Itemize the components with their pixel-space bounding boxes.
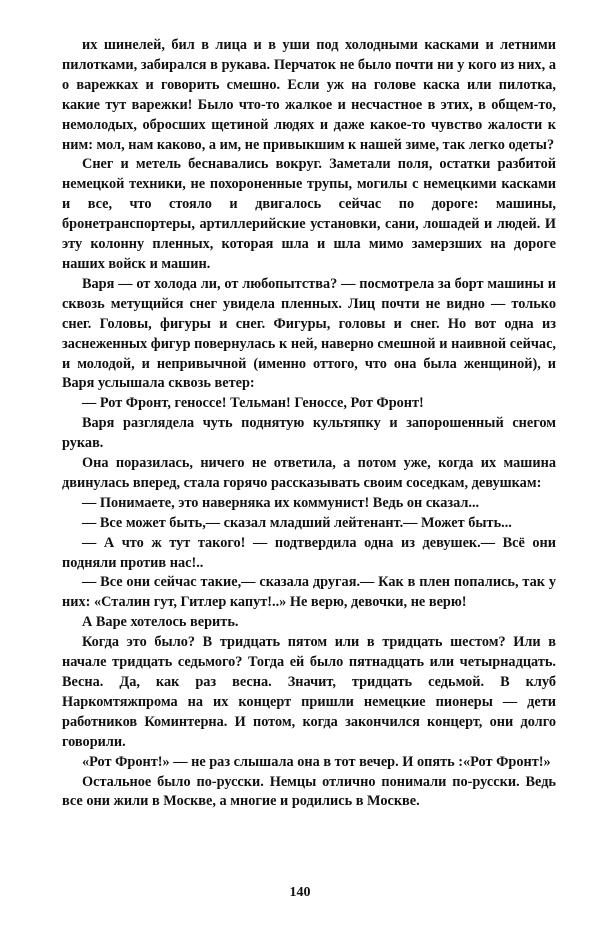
paragraph: Когда это было? В тридцать пятом или в тридцать шестом? Или в начале тридцать седьмого? Тогда ей было пятнадцать или четырнадцать. Весна. Да, как раз весна. Значит, тридцать седьмой. В клуб Наркомтяжпрома на их концерт пришли немецкие пионеры — дети работников Коминтерна. И потом, когда закончился концерт, они долго говорили. xyxy=(62,634,556,750)
paragraph: Остальное было по-русски. Немцы отлично понимали по-русски. Ведь все они жили в Москве, а многие и родились в Москве. xyxy=(62,773,556,810)
paragraph: — Рот Фронт, геноссе! Тельман! Геноссе, Рот Фронт! xyxy=(82,395,424,412)
paragraph: — Все они сейчас такие,— сказала другая.— Как в плен попались, так у них: «Сталин гут, Гитлер капут!..» Не верю, девочки, не верю! xyxy=(62,574,556,611)
paragraph: — Все может быть,— сказал младший лейтенант.— Может быть... xyxy=(82,514,512,531)
paragraph: А Варе хотелось верить. xyxy=(82,614,239,631)
page-number: 140 xyxy=(289,885,311,900)
paragraph: Она поразилась, ничего не ответила, а потом уже, когда их машина двинулась вперед, стала горячо рассказывать своим соседкам, девушкам: xyxy=(62,455,556,491)
paragraph: «Рот Фронт!» — не раз слышала она в тот вечер. И опять :«Рот Фронт!» xyxy=(82,753,551,770)
paragraph: их шинелей, бил в лица и в уши под холодными касками и летними пилотками, забирался в рукава. Перчаток не было почти ни у кого из них, а о варежках и говорить смешно. Если уж на голове каска или пилотка, какие тут варежки! Было что-то жалкое и несчастное в этих, в общем-то, немолодых, обросших щетиной людях и даже какое-то чувство жалости к ним: мол, нам каково, а им, не привыкшим к нашей зиме, так легко одеты? xyxy=(62,37,556,153)
body-text xyxy=(62,36,556,812)
paragraph: — Понимаете, это наверняка их коммунист! Ведь он сказал... xyxy=(82,494,480,511)
paragraph: Снег и метель беснавались вокруг. Заметали поля, остатки разбитой немецкой техники, не похороненные трупы, могилы с немецкими касками и все, что стояло и двигалось сейчас по дороге: машины, бронетранспортеры, артиллерийские установки, сани, лошадей и людей. И эту колонну пленных, которая шла и шла мимо замерзших на дороге наших войск и машин. xyxy=(62,156,556,272)
paragraph: Варя разглядела чуть поднятую культяпку и запорошенный снегом рукав. xyxy=(62,415,556,452)
paragraph: — А что ж тут такого! — подтвердила одна из девушек.— Всё они подняли против нас!.. xyxy=(62,534,556,571)
paragraph: Варя — от холода ли, от любопытства? — посмотрела за борт машины и сквозь метущийся снег увидела пленных. Лиц почти не видно — только снег. Головы, фигуры и снег. Фигуры, головы и снег. Но вот одна из заснеженных фигур повернулась к ней, наверно смешной и наивной сейчас, и молодой, и непривычной (именно оттого, что она была женщиной), и Варя услышала сквозь ветер: xyxy=(62,275,556,392)
